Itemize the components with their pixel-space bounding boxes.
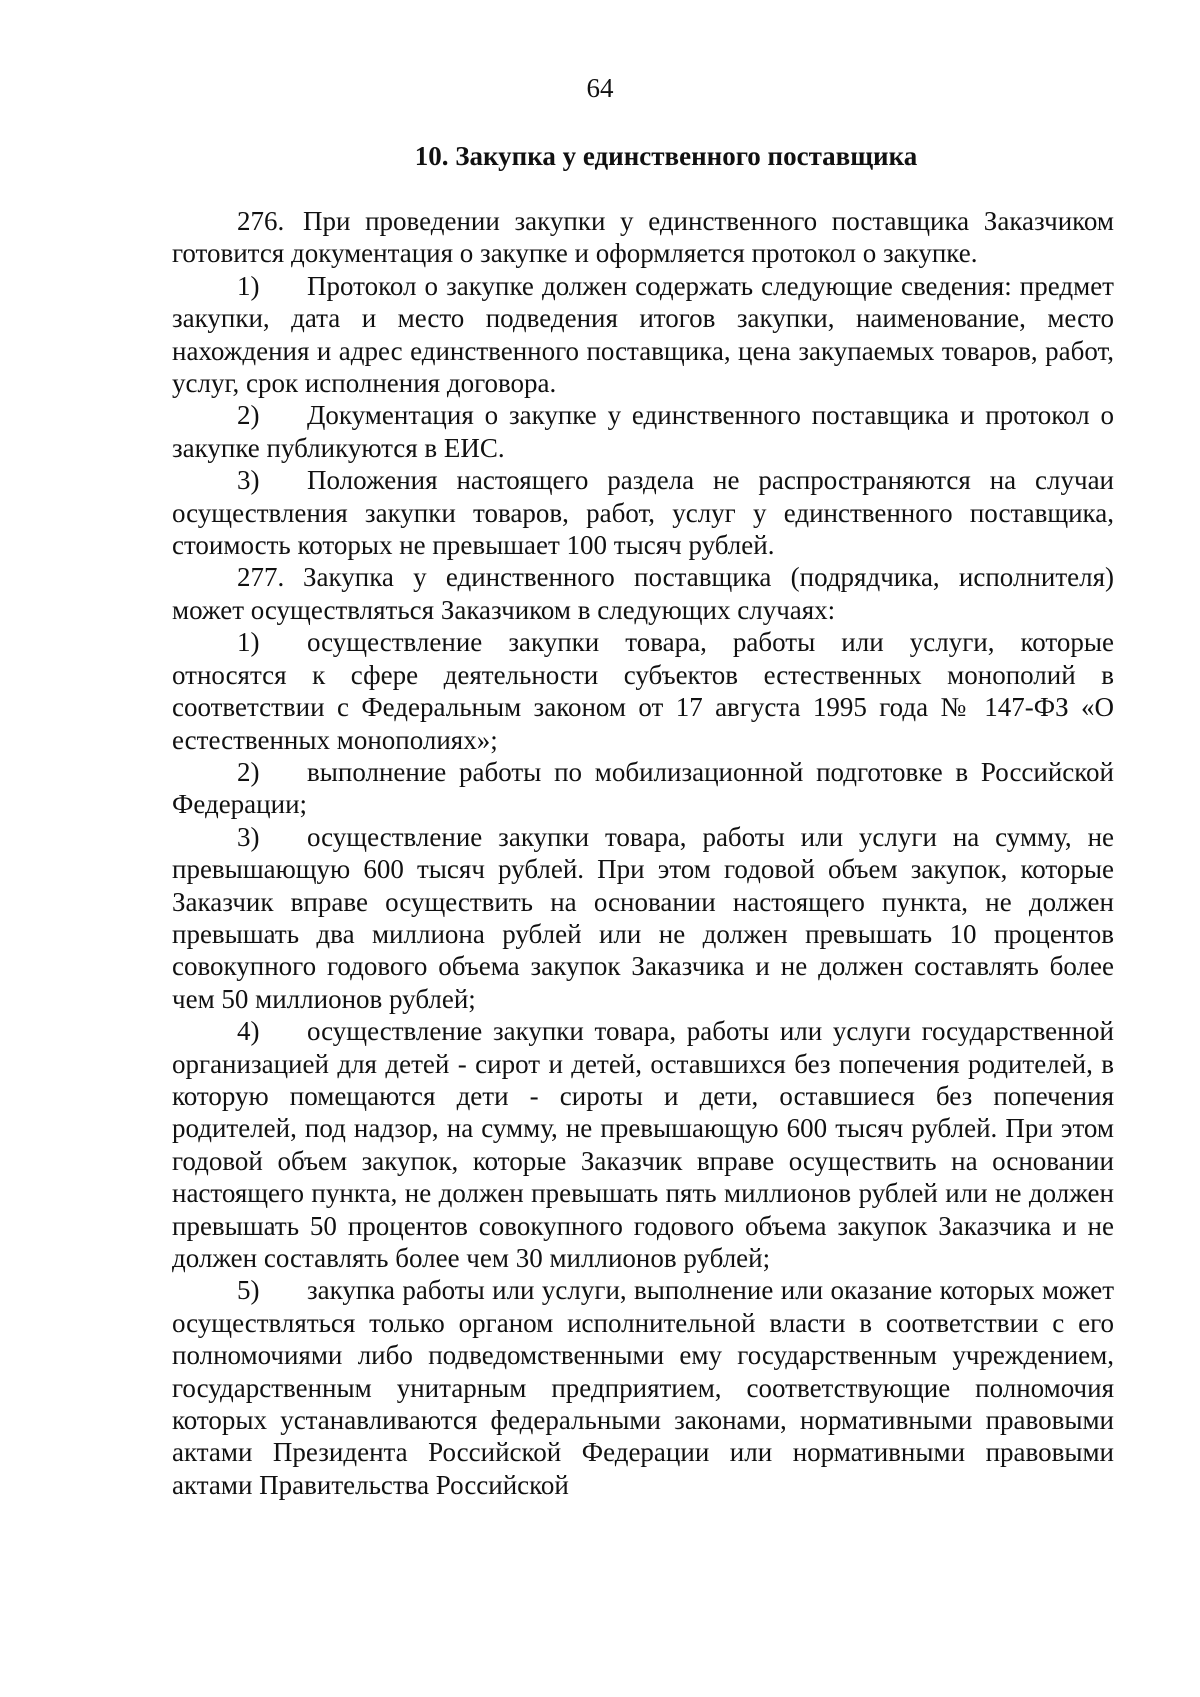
subitem-277-3 — [172, 821, 1114, 1015]
item-number: 2) — [237, 400, 260, 431]
paragraph-276 — [172, 205, 1114, 270]
subitem-277-1 — [172, 626, 1114, 756]
page-number: 64 — [586, 73, 614, 103]
paragraph-text: выполнение работы по мобилизационной подготовке в Российской Федерации; — [172, 756, 1114, 820]
paragraph-text: Закупка у единственного поставщика (подрядчика, исполнителя) может осуществляться Заказчиком в следующих случаях: — [172, 562, 1114, 625]
paragraph-text: осуществление закупки товара, работы или услуги государственной организацией для детей - сирот и детей, оставшихся без попечения родителей, в которую помещаются дети - сироты и дети, оставшиеся без попечения родителей, под надзор, на сумму, не превышающую 600 тысяч рублей. При этом годовой объем закупок, которые Заказчик вправе осуществить на основании настоящего пункта, не должен превышать пять миллионов рублей или не должен превышать 50 процентов совокупного годового объема закупок Заказчика и не должен составлять более чем 30 миллионов рублей; — [172, 1016, 1114, 1273]
paragraph-text: При проведении закупки у единственного поставщика Заказчиком готовится документация о закупке и оформляется протокол о закупке. — [172, 206, 1114, 269]
item-number: 277. — [237, 562, 285, 593]
subitem-277-4 — [172, 1015, 1114, 1274]
item-number: 4) — [237, 1016, 260, 1047]
subitem-277-5 — [172, 1274, 1114, 1501]
item-number: 2) — [237, 756, 260, 787]
paragraph-text: Протокол о закупке должен содержать следующие сведения: предмет закупки, дата и место подведения итогов закупки, наименование, место нахождения и адрес единственного поставщика, цена закупаемых товаров, работ, услуг, срок исполнения договора. — [172, 270, 1114, 399]
paragraph-text: осуществление закупки товара, работы или услуги, которые относятся к сфере деятельности субъектов естественных монополий в соответствии с Федеральным законом от 17 августа 1995 года № 147-ФЗ «О естественных монополиях»; — [172, 627, 1114, 755]
paragraph-text: закупка работы или услуги, выполнение или оказание которых может осуществляться только органом исполнительной власти в соответствии с его полномочиями либо подведомственными ему государственным учреждением, государственным унитарным предприятием, соответствующие полномочия которых устанавливаются федеральными законами, нормативными правовыми актами Президента Российской Федерации или нормативными правовыми актами Правительства Российской — [172, 1275, 1114, 1500]
paragraph-277 — [172, 561, 1114, 626]
section-title: 10. Закупка у единственного поставщика — [414, 141, 918, 171]
paragraph-text: Документация о закупке у единственного поставщика и протокол о закупке публикуются в ЕИС. — [172, 400, 1114, 463]
subitem-276-3 — [172, 464, 1114, 561]
item-number: 1) — [237, 627, 260, 658]
document-body — [172, 205, 1114, 1501]
item-number: 5) — [237, 1275, 260, 1306]
item-number: 1) — [237, 270, 260, 301]
item-number: 3) — [237, 465, 260, 496]
item-number: 276. — [237, 206, 285, 236]
paragraph-text: осуществление закупки товара, работы или услуги на сумму, не превышающую 600 тысяч рублей. При этом годовой объем закупок, которые Заказчик вправе осуществить на основании настоящего пункта, не должен превышать два миллиона рублей или не должен превышать 10 процентов совокупного годового объема закупок Заказчика и не должен составлять более чем 50 миллионов рублей; — [172, 821, 1114, 1014]
item-number: 3) — [237, 821, 260, 852]
subitem-276-1 — [172, 270, 1114, 400]
subitem-276-2 — [172, 399, 1114, 464]
paragraph-text: Положения настоящего раздела не распространяются на случаи осуществления закупки товаров, работ, услуг у единственного поставщика, стоимость которых не превышает 100 тысяч рублей. — [172, 465, 1114, 561]
subitem-277-2 — [172, 756, 1114, 821]
